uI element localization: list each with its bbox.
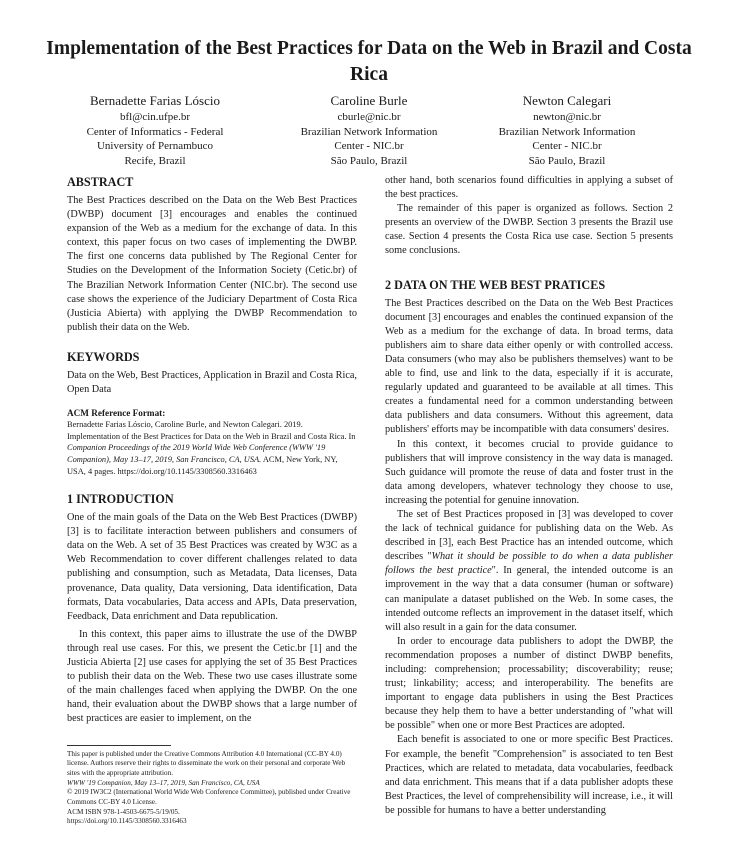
- author-email: newton@nic.br: [533, 111, 601, 123]
- keywords-text: Data on the Web, Best Practices, Application in Brazil and Costa Rica, Open Data: [67, 369, 357, 396]
- abstract-heading: ABSTRACT: [67, 175, 134, 189]
- paragraph-emphasis: What it should be possible to do when a data publisher follows the best practice: [385, 551, 674, 577]
- acm-reference-text: [67, 419, 357, 477]
- left-column: [67, 174, 357, 827]
- body-paragraph: The Best Practices described on the Data on the Web Best Practices document [3] encourages and enables the continued expansion of the Web as a medium for the exchange of data. In broad terms, data publishers aim to share data either openly or with controlled access. Data consumers (who may also be publishers themselves) want to be able to find, use and link to the data, especially if it is accurate, regularly updated and guaranteed to be available at all times. This creates a fundamental need for a common understanding between data publishers and data consumers. Without this agreement, data publishers' efforts may be incompatible with data consumers' desires.: [385, 297, 673, 436]
- footnote-isbn: ACM ISBN 978-1-4503-6675-5/19/05.: [67, 807, 180, 816]
- author-affiliation: Center - NIC.br: [334, 140, 404, 153]
- acm-reference-heading: ACM Reference Format:: [67, 408, 166, 419]
- author-location: Recife, Brazil: [124, 154, 186, 167]
- author-name: Bernadette Farias Lóscio: [90, 93, 220, 108]
- footnote-copyright: © 2019 IW3C2 (International World Wide Web Conference Committee), published under Creative Commons CC-BY 4.0 License.: [67, 788, 351, 807]
- acm-reference-venue: Companion Proceedings of the 2019 World Wide Web Conference (WWW '19 Companion), May 13–17, 2019, San Francisco, CA, USA.: [67, 443, 326, 464]
- footnote-license: This paper is published under the Creative Commons Attribution 4.0 International (CC-BY 4.0) license. Authors reserve their rights to disseminate the work on their personal and corporate Web sites with the appropriate attribution.: [67, 749, 346, 777]
- body-paragraph: In this context, it becomes crucial to provide guidance to publishers that will improve consistency in the way data is managed. Such guidance will promote the reuse of data and foster trust in the data among developers, whatever technology they choose to use, increasing the potential for genuine innovation.: [385, 438, 673, 506]
- paragraph-part: ". In general, the intended outcome is an improvement in the way that a data consumer (human or software) can manipulate a dataset published on the Web. In some cases, the intended outcome reflects an improvement in the dataset itself, which will also result in a gain for the data consumer.: [385, 565, 673, 633]
- right-column: [385, 174, 673, 818]
- paragraph-part: The set of Best Practices proposed in [3] was developed to cover the lack of technical guidance for publishing data on the Web. As described in [3], each Best Practice has an intended outcome, which describes ": [385, 508, 673, 563]
- author-affiliation: Center - NIC.br: [532, 140, 602, 153]
- author-affiliation: University of Pernambuco: [96, 140, 214, 153]
- author-name: Newton Calegari: [522, 93, 612, 108]
- copyright-footnote: [67, 750, 357, 828]
- author-location: São Paulo, Brazil: [528, 154, 606, 167]
- paper-title: Implementation of the Best Practices for Data on the Web in Brazil and Costa Rica: [46, 38, 692, 85]
- author-location: São Paulo, Brazil: [330, 154, 408, 167]
- body-paragraph: In order to encourage data publishers to adopt the DWBP, the recommendation proposes a number of distinct DWBP benefits, including: comprehension; processability; discoverability; reuse; trust; linkability; access; and interoperability. The benefits are important to engage data publishers in using the Best Practices because they help them to have a better understanding of "what will be possible" when one or more Best Practices are adopted.: [385, 635, 673, 732]
- footnote-doi: https://doi.org/10.1145/3308560.3316463: [67, 817, 187, 826]
- author-affiliation: Center of Informatics - Federal: [86, 125, 224, 138]
- author-email: cburle@nic.br: [337, 111, 401, 123]
- author-affiliation: Brazilian Network Information: [498, 125, 636, 138]
- body-paragraph: Each benefit is associated to one or more specific Best Practices. For example, the benefit "Comprehension" is associated to ten Best Practices, which are related to metadata, data vocabularies, feedback and data enrichment. This means that if a data publisher adopts these Best Practices, the level of comprehensibility will increase, i.e., it will be possible for humans to have a better understanding: [385, 734, 673, 816]
- author-affiliation: Brazilian Network Information: [300, 125, 438, 138]
- keywords-heading: KEYWORDS: [67, 349, 140, 364]
- acm-reference-part: Bernadette Farias Lóscio, Caroline Burle, and Newton Calegari. 2019. Implementation of the Best Practices for Data on the Web in Brazil and Costa Rica. In: [67, 420, 356, 441]
- body-paragraph: The remainder of this paper is organized as follows. Section 2 presents an overview of the DWBP. Section 3 presents the Brazil use case. Section 4 presents the Costa Rica use case. Section 5 presents some conclusions.: [385, 203, 673, 257]
- abstract-text: The Best Practices described on the Data on the Web Best Practices (DWBP) document [3] encourages and enables the continued expansion of the Web as a medium for the exchange of data. In this context, this paper focus on two cases of implementing the DWBP. The first one concerns data published by The Regional Center for Studies on the Development of the Information Society (Cetic.br) of The Brazilian Network Information Center (NIC.br). The second use case shows the experience of the Judiciary Department of Costa Rica (Justicia Abierta) with applying the DWBP Recommendation to publish their data on the Web.: [67, 195, 357, 333]
- introduction-paragraph: In this context, this paper aims to illustrate the use of the DWBP through real use cases. For this, we present the Cetic.br [1] and the Justicia Abierta [2] use cases for applying the set of 35 Best Practices to publish their data on the Web. These two use cases illustrate some of the main challenges faced when applying the DWBP. On the one hand, their evaluation about the DWBP shows that a large number of best practices are easier to implement, on the: [67, 628, 357, 725]
- body-paragraph: other hand, both scenarios found difficulties in applying a subset of the best practices.: [385, 175, 673, 201]
- section-2-heading: 2 DATA ON THE WEB BEST PRATICES: [385, 277, 606, 292]
- introduction-heading: 1 INTRODUCTION: [67, 492, 174, 507]
- acm-reference-part: ACM, New York, NY, USA, 4 pages. https://doi.org/10.1145/3308560.3316463: [67, 454, 338, 476]
- body-paragraph: [385, 508, 673, 635]
- author-3: [452, 93, 682, 168]
- introduction-paragraph: One of the main goals of the Data on the Web Best Practices (DWBP) [3] is to facilitate interaction between publishers and consumers of data on the Web. A set of 35 Best Practices was created by W3C as a Web Recommendation to cover different challenges related to data publishing and consumption, such as Metadata, Data licenses, Data provenance, Data quality, Data versioning, Data identification, Data formats, Data vocabularies, Data access and APIs, Data preservation, Feedback, Data enrichment and Data republication.: [67, 512, 357, 622]
- author-1: [40, 93, 270, 168]
- footnote-venue: WWW '19 Companion, May 13–17, 2019, San Francisco, CA, USA: [67, 778, 260, 787]
- footnote-divider: [67, 745, 171, 746]
- author-email: bfl@cin.ufpe.br: [120, 111, 190, 123]
- author-name: Caroline Burle: [330, 93, 408, 108]
- author-2: [254, 93, 484, 168]
